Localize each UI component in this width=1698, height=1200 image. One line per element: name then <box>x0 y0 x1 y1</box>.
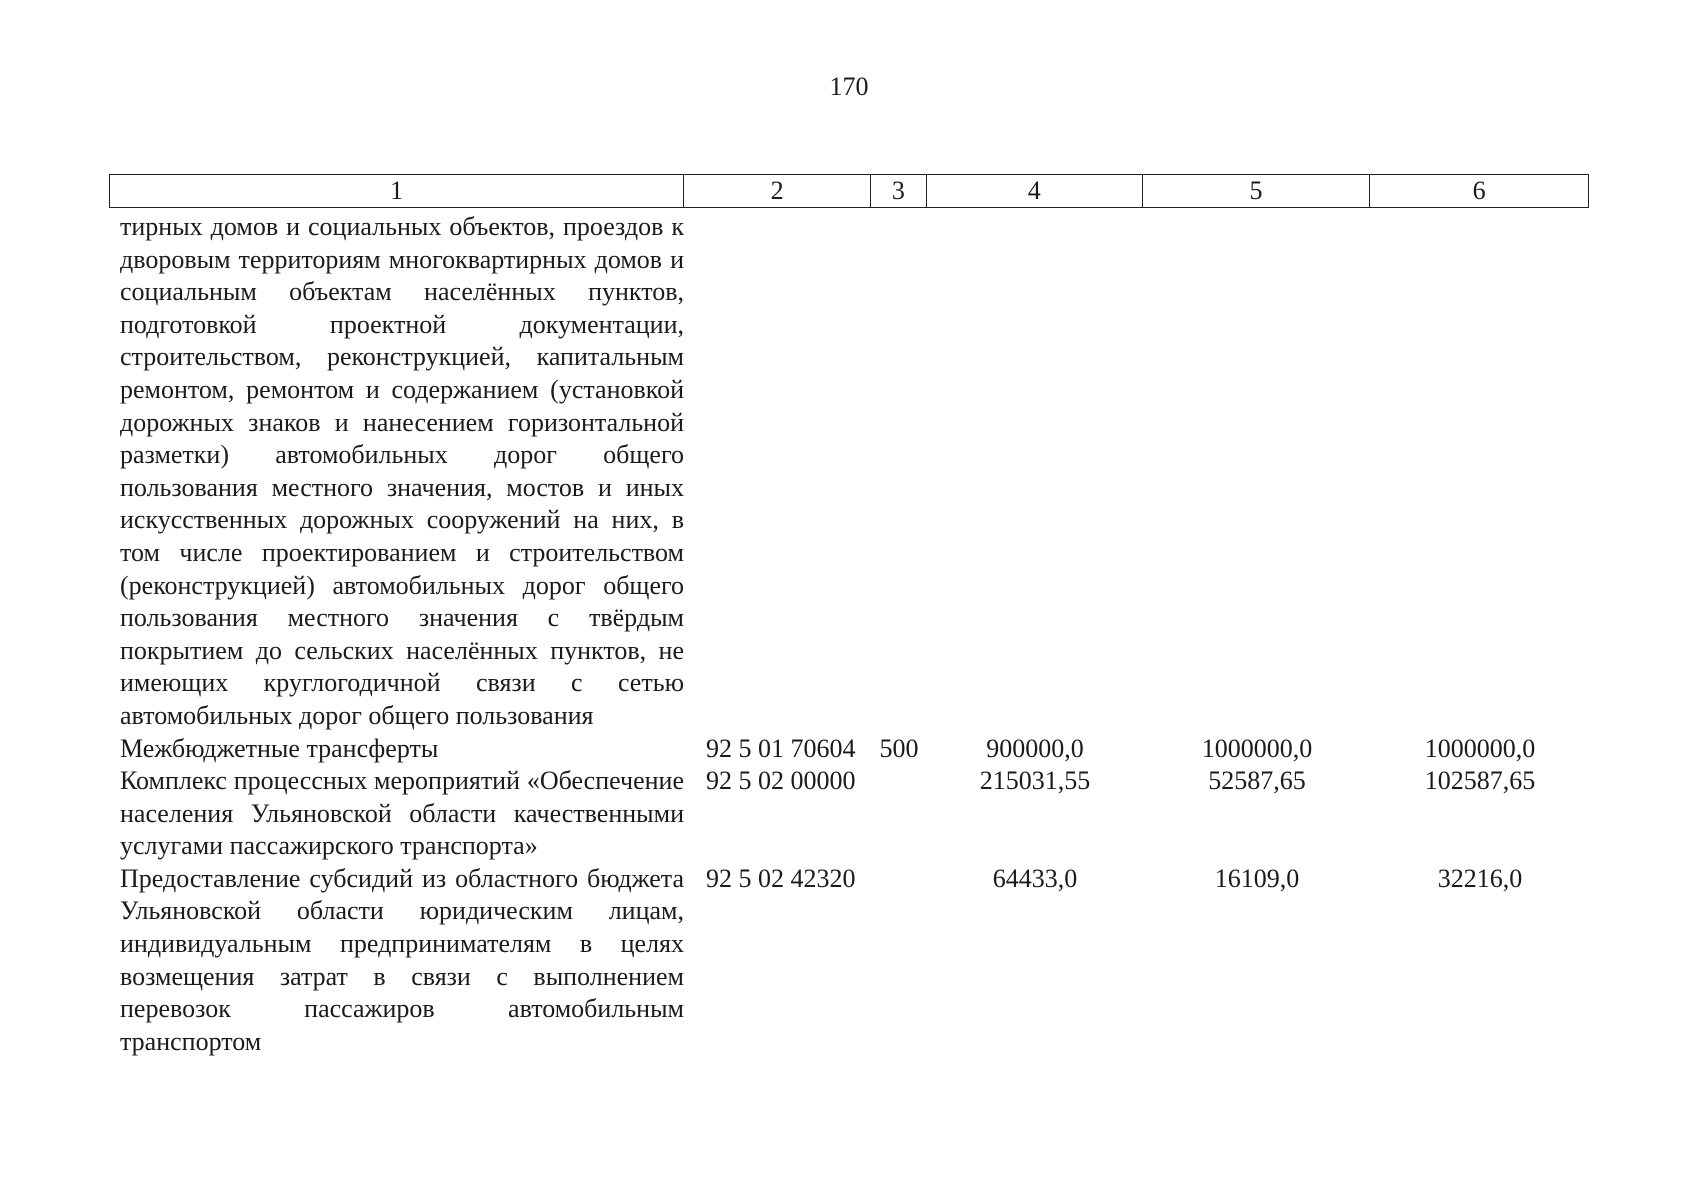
row-description: Предоставление субсидий из областного бюджета Ульяновской области юридическим лицам, индивидуальным предпринимателям в целях возмещения затрат в связи с выполнением перевозок пассажиров автомобильным транспортом <box>120 863 684 1056</box>
column-header-1: 1 <box>110 175 684 207</box>
row-description: Комплекс процессных мероприятий «Обеспечение населения Ульяновской области качественными услугами пассажирского транспорта» <box>120 766 684 861</box>
row-code: 92 5 02 42320 <box>706 863 856 893</box>
column-header-3: 3 <box>871 175 927 207</box>
row-value-4: 900000,0 <box>986 733 1084 763</box>
column-header-6: 6 <box>1472 176 1486 205</box>
table-body <box>109 211 1589 1058</box>
row-description: Межбюджетные трансферты <box>120 733 439 763</box>
table-row <box>109 765 1589 863</box>
row-kind: 500 <box>879 733 919 763</box>
table-row <box>109 211 1589 733</box>
table-row <box>109 863 1589 1059</box>
row-value-4: 215031,55 <box>979 766 1091 796</box>
column-header-4: 4 <box>927 175 1143 207</box>
table-row <box>109 733 1589 766</box>
page-number: 170 <box>829 72 869 101</box>
row-value-6: 32216,0 <box>1437 863 1523 893</box>
table-header-row <box>109 174 1589 208</box>
column-header-2: 2 <box>684 175 871 207</box>
row-value-5: 16109,0 <box>1214 863 1300 893</box>
row-value-6: 1000000,0 <box>1424 733 1536 763</box>
row-value-5: 52587,65 <box>1208 766 1306 796</box>
row-code: 92 5 01 70604 <box>706 733 856 763</box>
row-description: тирных домов и социальных объектов, проездов к дворовым территориям многоквартирных домов и социальным объектам населённых пунктов, подготовкой проектной документации, строительством, реконструкцией, капитальным ремонтом, ремонтом и содержанием (установкой дорожных знаков и нанесением горизонтальной разметки) автомобильных дорог общего пользования местного значения, мостов и иных искусственных дорожных сооружений на них, в том числе проектированием и строительством (реконструкцией) автомобильных дорог общего пользования местного значения с твёрдым покрытием до сельских населённых пунктов, не имеющих круглогодичной связи с сетью автомобильных дорог общего пользования <box>120 212 684 730</box>
row-value-5: 1000000,0 <box>1201 733 1313 763</box>
row-code: 92 5 02 00000 <box>706 766 856 796</box>
row-value-6: 102587,65 <box>1424 766 1536 796</box>
column-header-5: 5 <box>1143 175 1371 207</box>
row-value-4: 64433,0 <box>992 863 1078 893</box>
